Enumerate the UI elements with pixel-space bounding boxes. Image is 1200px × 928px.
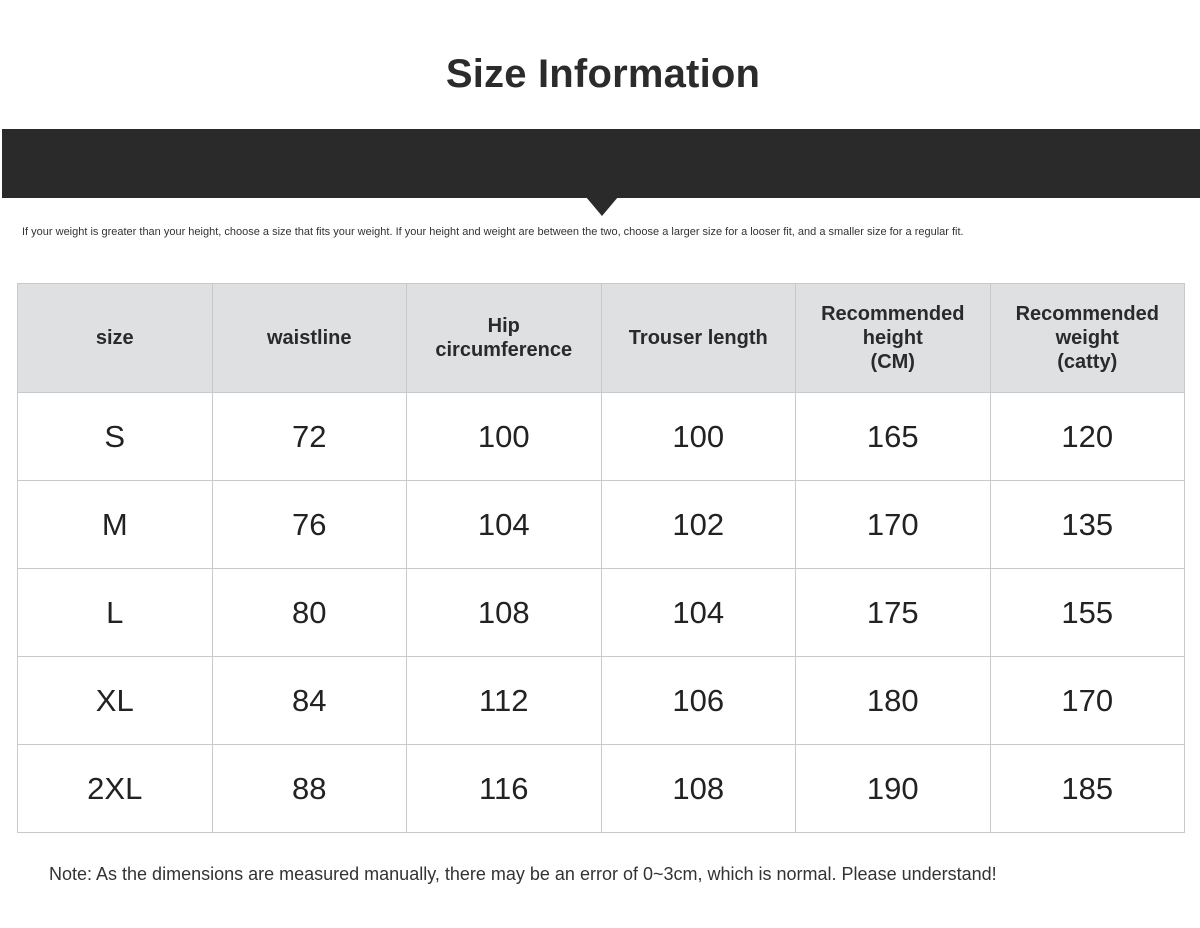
table-cell-height: 180 [796, 657, 991, 745]
header-line: height [862, 327, 923, 349]
header-line: weight [1055, 327, 1119, 349]
table-row [18, 745, 1185, 833]
table-cell-hip: 108 [407, 569, 602, 657]
header-hip-circumference [407, 284, 602, 393]
size-guidance-text: If your weight is greater than your height, choose a size that fits your weight. If your height and weight are between the two, choose a larger size for a looser fit, and a smaller size for a regular fit. [22, 226, 964, 238]
table-row [18, 393, 1185, 481]
table-cell-height: 175 [796, 569, 991, 657]
table-cell-trouser-length: 102 [601, 481, 796, 569]
table-cell-waistline: 80 [212, 569, 407, 657]
header-recommended-weight [990, 284, 1185, 393]
table-header-row [18, 284, 1185, 393]
header-recommended-height [796, 284, 991, 393]
header-line: size [95, 327, 134, 349]
table-cell-size: L [18, 569, 213, 657]
measurement-note: Note: As the dimensions are measured manually, there may be an error of 0~3cm, which is normal. Please understand! [49, 864, 997, 884]
table-cell-height: 165 [796, 393, 991, 481]
page-title: Size Information [445, 52, 761, 96]
table-cell-weight: 120 [990, 393, 1185, 481]
table-cell-hip: 104 [407, 481, 602, 569]
table-cell-hip: 100 [407, 393, 602, 481]
table-cell-height: 190 [796, 745, 991, 833]
table-cell-trouser-length: 104 [601, 569, 796, 657]
table-cell-size: XL [18, 657, 213, 745]
table-cell-hip: 112 [407, 657, 602, 745]
table-cell-weight: 170 [990, 657, 1185, 745]
header-size [18, 284, 213, 393]
header-trouser-length [601, 284, 796, 393]
table-cell-size: M [18, 481, 213, 569]
header-line: Trouser length [628, 327, 768, 349]
table-cell-hip: 116 [407, 745, 602, 833]
header-line: Hip [487, 315, 520, 337]
table-cell-size: S [18, 393, 213, 481]
table-cell-weight: 135 [990, 481, 1185, 569]
table-cell-waistline: 84 [212, 657, 407, 745]
table-cell-trouser-length: 106 [601, 657, 796, 745]
table-row [18, 657, 1185, 745]
table-row [18, 481, 1185, 569]
header-line: (catty) [1057, 351, 1118, 373]
table-cell-trouser-length: 100 [601, 393, 796, 481]
table-cell-waistline: 72 [212, 393, 407, 481]
table-cell-height: 170 [796, 481, 991, 569]
table-cell-weight: 185 [990, 745, 1185, 833]
header-line: Recommended [821, 303, 965, 325]
table-cell-waistline: 88 [212, 745, 407, 833]
header-waistline [212, 284, 407, 393]
header-line: (CM) [870, 351, 915, 373]
header-line: Recommended [1015, 303, 1159, 325]
table-cell-trouser-length: 108 [601, 745, 796, 833]
header-line: waistline [267, 327, 352, 349]
size-table [17, 283, 1185, 833]
header-banner [2, 129, 1200, 198]
table-row [18, 569, 1185, 657]
table-cell-waistline: 76 [212, 481, 407, 569]
table-cell-size: 2XL [18, 745, 213, 833]
table-cell-weight: 155 [990, 569, 1185, 657]
header-line: circumference [435, 339, 573, 361]
banner-pointer-icon [586, 197, 618, 216]
